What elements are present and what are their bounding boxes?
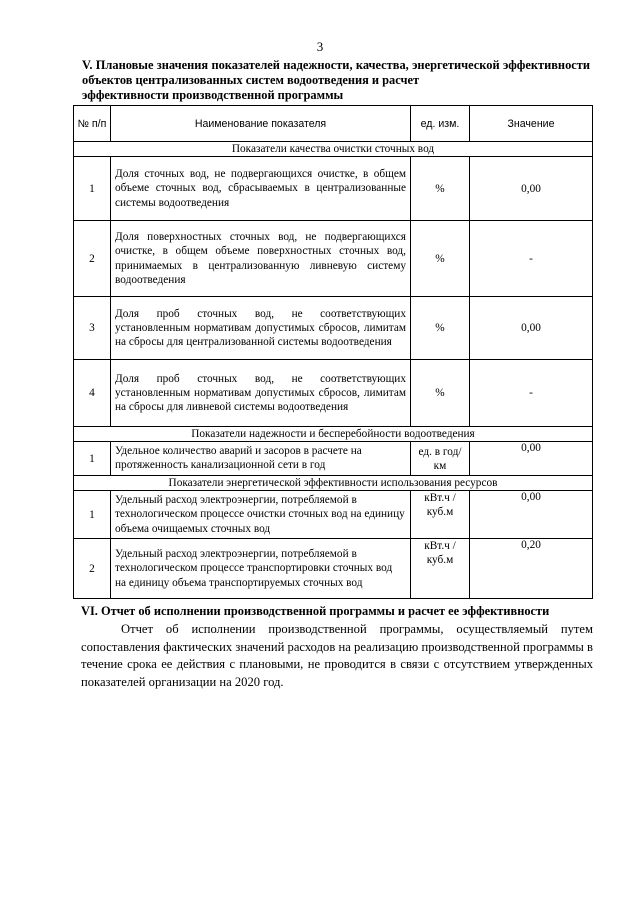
section-6-paragraph: Отчет об исполнении производственной программы, осуществляемый путем сопоставления фактических значений расходов на реализацию производственной программы в течение срока ее действия с плановыми, не проводится в связи с отсутствием утвержденных показателей организации на 2020 год. [81, 622, 593, 689]
indicator-name: Удельный расход электроэнергии, потребляемой в технологическом процессе транспортировки сточных вод на единицу объема транспортируемых сточных вод [111, 539, 411, 599]
indicator-name: Доля проб сточных вод, не соответствующих установленным нормативам допустимых сбросов, лимитам на сбросы для ливневой системы водоотведения [111, 360, 411, 427]
header-value: Значение [470, 106, 593, 142]
row-number: 2 [74, 221, 111, 297]
value-cell: 0,00 [470, 157, 593, 221]
row-number: 3 [74, 297, 111, 360]
group-header-row [74, 142, 593, 157]
table-row [74, 442, 593, 476]
unit-cell: % [411, 360, 470, 427]
value-cell: - [470, 360, 593, 427]
page-number: 3 [316, 39, 324, 54]
row-number: 4 [74, 360, 111, 427]
indicator-name: Доля поверхностных сточных вод, не подвергающихся очистке, в общем объеме поверхностных сточных вод, принимаемых в централизованную ливневую систему водоотведения [111, 221, 411, 297]
value-cell: 0,00 [470, 491, 593, 539]
table-row [74, 157, 593, 221]
value-cell: 0,00 [470, 442, 593, 476]
row-number: 1 [74, 442, 111, 476]
unit-cell: кВт.ч / куб.м [411, 539, 470, 599]
value-cell: 0,20 [470, 539, 593, 599]
header-unit: ед. изм. [411, 106, 470, 142]
value-cell: - [470, 221, 593, 297]
section-6-title: VI. Отчет об исполнении производственной программы и расчет ее эффективности [81, 604, 550, 618]
group-title-reliability: Показатели надежности и бесперебойности водоотведения [74, 427, 593, 442]
unit-cell: кВт.ч / куб.м [411, 491, 470, 539]
unit-cell: % [411, 221, 470, 297]
unit-cell: ед. в год/ км [411, 442, 470, 476]
group-title-energy: Показатели энергетической эффективности использования ресурсов [74, 476, 593, 491]
group-header-row [74, 476, 593, 491]
indicator-name: Доля проб сточных вод, не соответствующих установленным нормативам допустимых сбросов, лимитам на сбросы для централизованной системы водоотведения [111, 297, 411, 360]
unit-cell: % [411, 157, 470, 221]
value-cell: 0,00 [470, 297, 593, 360]
group-title-quality: Показатели качества очистки сточных вод [74, 142, 593, 157]
table-header-row [74, 106, 593, 142]
table-row [74, 221, 593, 297]
section-5-title-last-line: эффективности производственной программы [82, 88, 344, 102]
row-number: 1 [74, 157, 111, 221]
unit-cell: % [411, 297, 470, 360]
indicator-name: Удельное количество аварий и засоров в расчете на протяженность канализационной сети в год [111, 442, 411, 476]
table-row [74, 297, 593, 360]
header-name: Наименование показателя [111, 106, 411, 142]
header-num: № п/п [74, 106, 111, 142]
section-5-title-text: V. Плановые значения показателей надежности, качества, энергетической эффективности объектов централизованных систем водоотведения и расчет [82, 58, 590, 87]
table-row [74, 491, 593, 539]
indicator-name: Доля сточных вод, не подвергающихся очистке, в общем объеме сточных вод, сбрасываемых в централизованные системы водоотведения [111, 157, 411, 221]
section-5-title [82, 58, 590, 103]
group-header-row [74, 427, 593, 442]
row-number: 2 [74, 539, 111, 599]
table-row [74, 360, 593, 427]
row-number: 1 [74, 491, 111, 539]
table-row [74, 539, 593, 599]
indicators-table [73, 105, 593, 599]
indicator-name: Удельный расход электроэнергии, потребляемой в технологическом процессе очистки сточных вод на единицу объема очищаемых сточных вод [111, 491, 411, 539]
